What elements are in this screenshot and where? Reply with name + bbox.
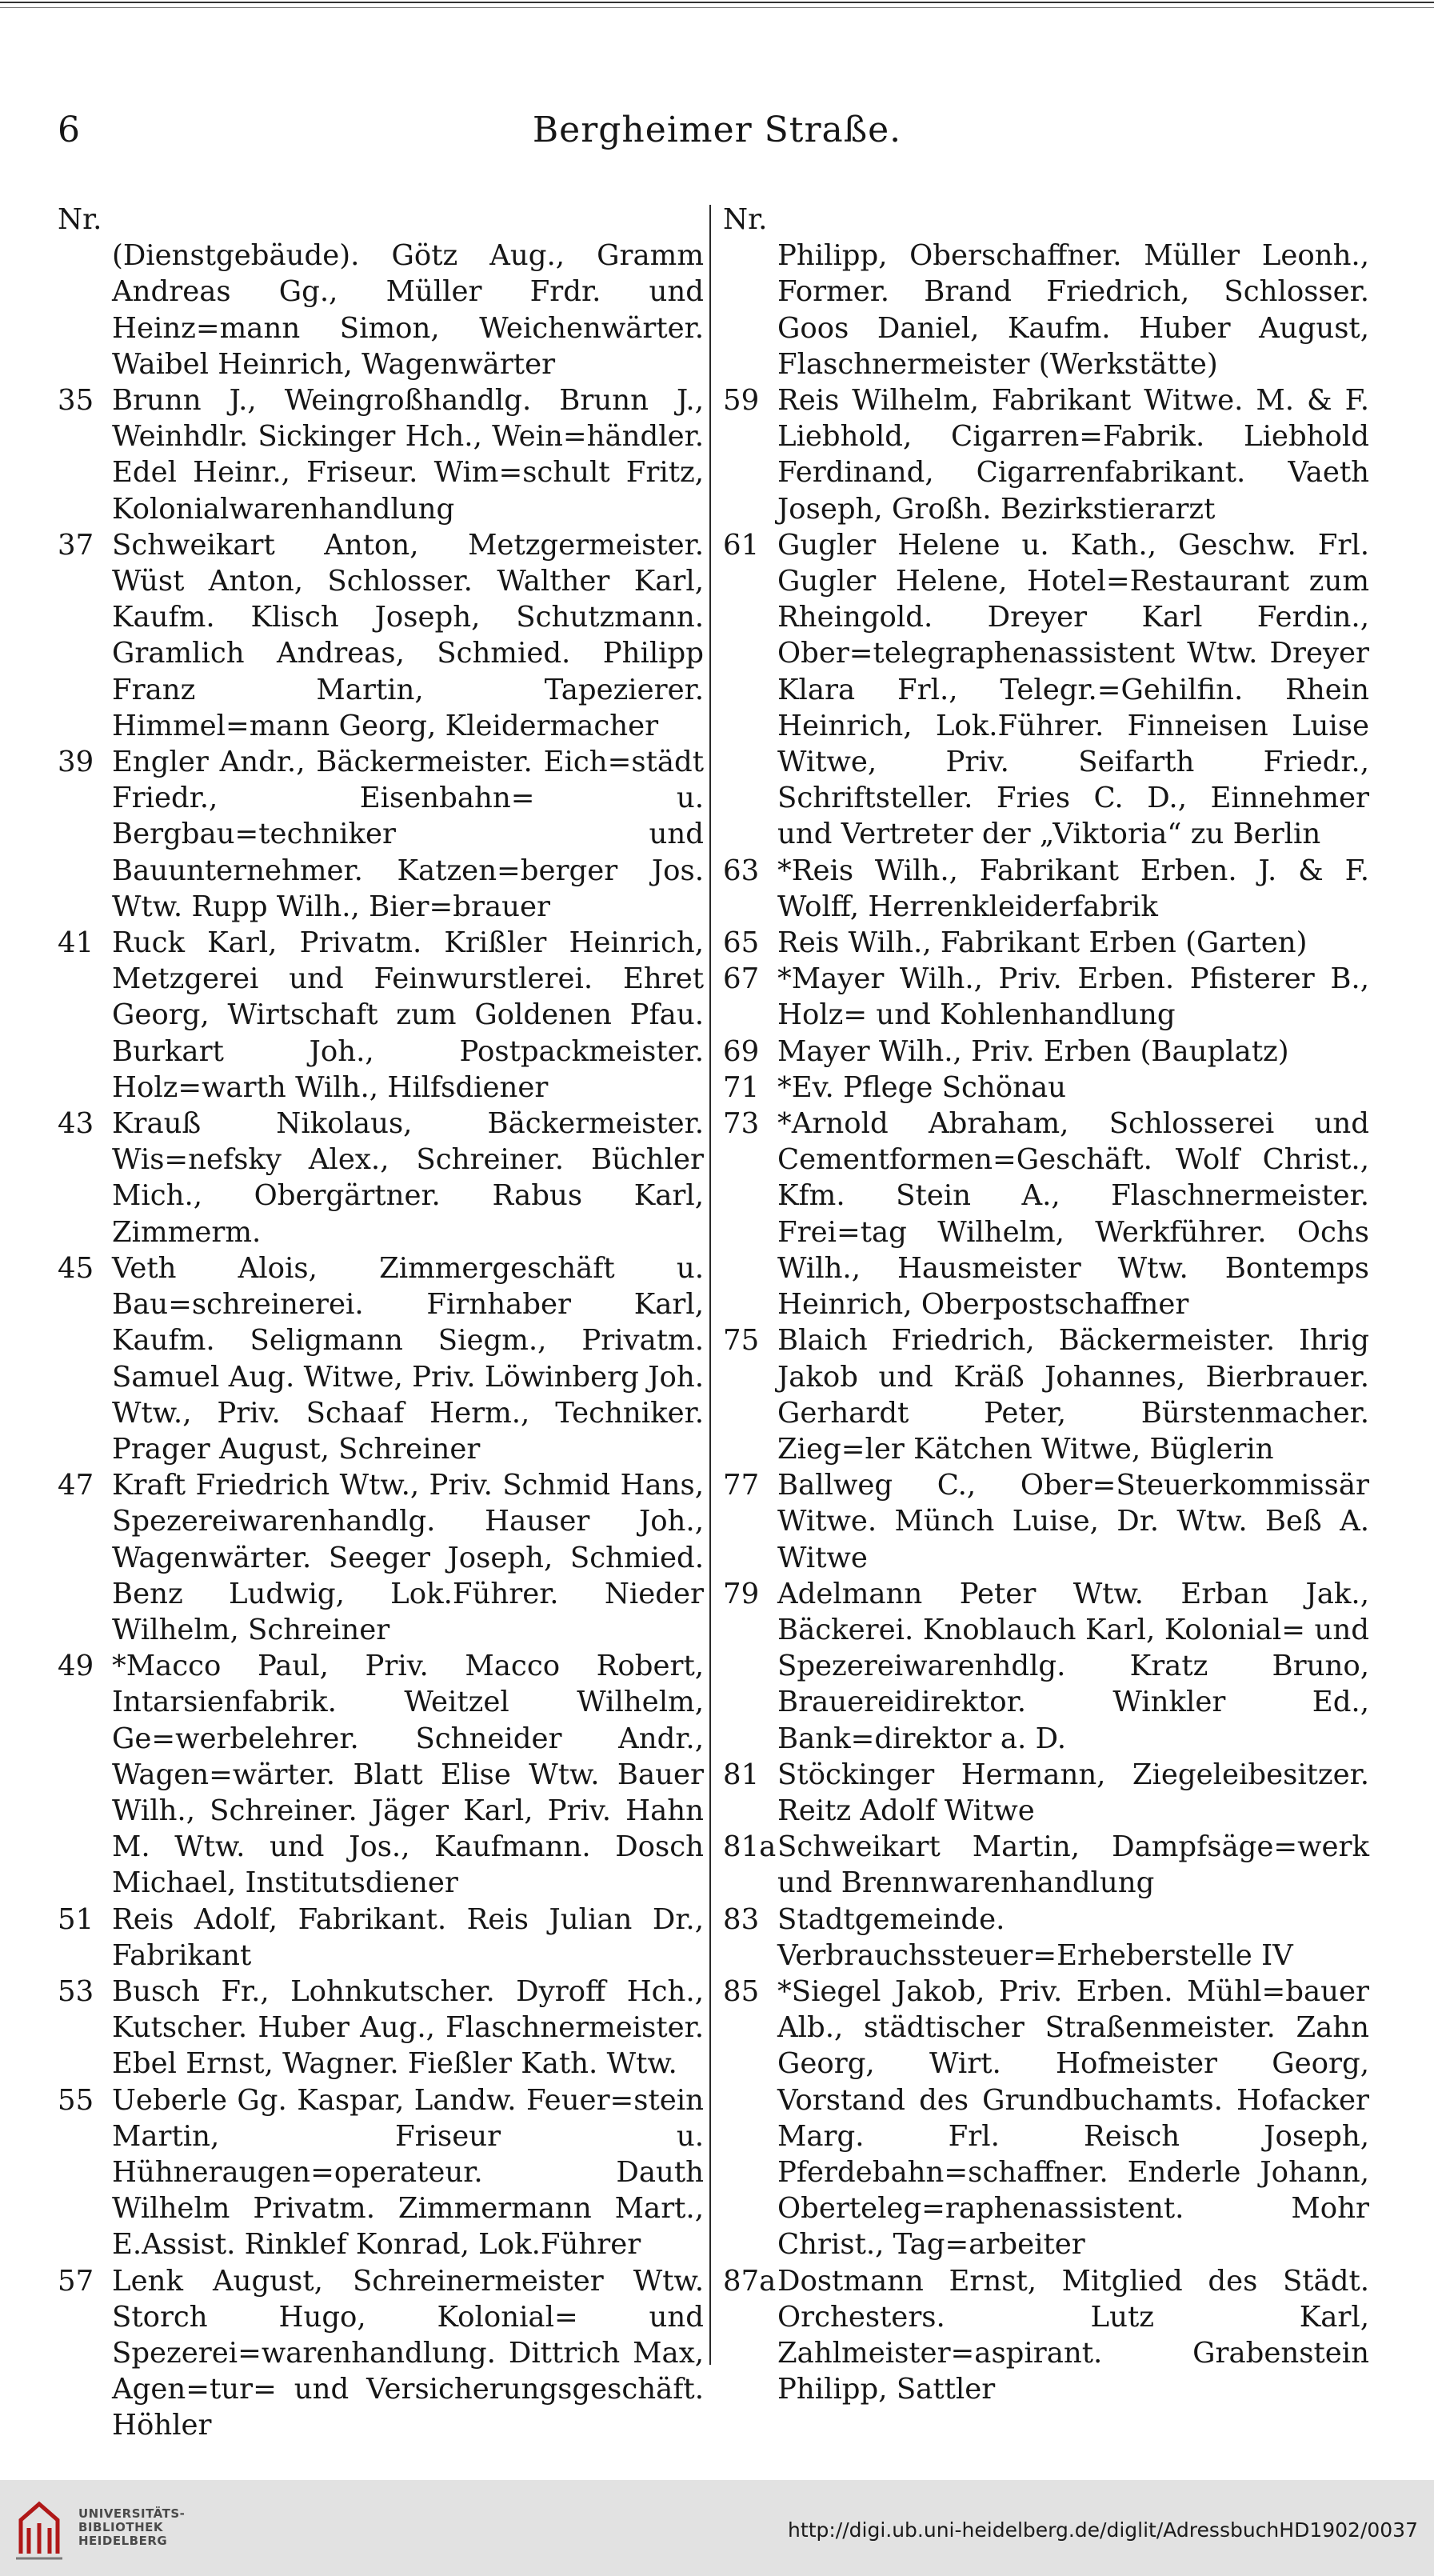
directory-entry: [723, 1467, 1369, 1576]
library-logo-text: [78, 2507, 185, 2548]
entry-text: Reis Wilh., Fabrikant Erben (Garten): [777, 926, 1308, 960]
entry-text: Kraft Friedrich Wtw., Priv. Schmid Hans, Spezereiwarenhandlg. Hauser Joh., Wagenwärter. Seeger Joseph, Schmied. Benz Ludwig, Lok.Führer. Nieder Wilhelm, Schreiner: [112, 1469, 704, 1646]
page-number: 6: [58, 110, 80, 150]
entry-text: Stadtgemeinde. Verbrauchssteuer=Erheberstelle IV: [777, 1902, 1293, 1972]
directory-entry: [58, 1902, 704, 1974]
entry-text: *Siegel Jakob, Priv. Erben. Mühl=bauer Alb., städtischer Straßenmeister. Zahn Georg, Wirt. Hofmeister Georg, Vorstand des Grundbuchamts. Hofacker Marg. Frl. Reisch Joseph, Pferdebahn=schaffner. Enderle Johann, Oberteleg=raphenassistent. Mohr Christ., Tag=arbeiter: [777, 1974, 1369, 2262]
directory-entry: [723, 2263, 1369, 2408]
column-divider: [709, 205, 711, 2365]
entry-text: Reis Wilhelm, Fabrikant Witwe. M. & F. Liebhold, Cigarren=Fabrik. Liebhold Ferdinand, Cigarrenfabrikant. Vaeth Joseph, Großh. Bezirkstierarzt: [777, 384, 1369, 526]
house-number: 81: [723, 1758, 760, 1791]
top-border-rule-thin: [0, 7, 1434, 8]
entry-text: *Ev. Pflege Schönau: [777, 1070, 1066, 1104]
house-number: 39: [58, 746, 94, 779]
directory-entry: [58, 527, 704, 744]
library-logo-icon: [13, 2496, 66, 2562]
house-number: 37: [58, 528, 94, 562]
entry-text: Engler Andr., Bäckermeister. Eich=städt Friedr., Eisenbahn= u. Bergbau=techniker und Bauunternehmer. Katzen=berger Jos. Wtw. Rupp Wilh., Bier=brauer: [112, 746, 704, 923]
column-heading: Nr.: [58, 203, 102, 236]
house-number: 65: [723, 926, 760, 960]
directory-entry: [723, 1757, 1369, 1829]
directory-entry: [723, 382, 1369, 527]
entry-text: Krauß Nikolaus, Bäckermeister. Wis=nefsky Alex., Schreiner. Büchler Mich., Obergärtner. Rabus Karl, Zimmerm.: [112, 1107, 704, 1249]
entry-text: Blaich Friedrich, Bäckermeister. Ihrig Jakob und Kräß Johannes, Bierbrauer. Gerhardt Peter, Bürstenmacher. Zieg=ler Kätchen Witwe, Büglerin: [777, 1324, 1369, 1466]
house-number: 69: [723, 1034, 760, 1068]
directory-entry: [723, 1576, 1369, 1757]
entry-text: *Arnold Abraham, Schlosserei und Cementformen=Geschäft. Wolf Christ., Kfm. Stein A., Flaschnermeister. Frei=tag Wilhelm, Werkführer. Ochs Wilh., Hausmeister Wtw. Bontemps Heinrich, Oberpostschaffner: [777, 1107, 1369, 1322]
house-number: 45: [58, 1251, 94, 1285]
directory-entry: [58, 1250, 704, 1467]
entry-text: Brunn J., Weingroßhandlg. Brunn J., Weinhdlr. Sickinger Hch., Wein=händler. Edel Heinr., Friseur. Wim=schult Fritz, Kolonialwarenhandlung: [112, 384, 704, 526]
entry-text: Schweikart Martin, Dampfsäge=werk und Brennwarenhandlung: [777, 1830, 1369, 1900]
directory-entry: [58, 382, 704, 527]
house-number: 49: [58, 1650, 94, 1683]
top-border-rule: [0, 2, 1434, 3]
entry-list: [58, 238, 704, 2443]
logo-line: BIBLIOTHEK: [78, 2520, 163, 2534]
house-number: 63: [723, 854, 760, 887]
directory-entry: [723, 238, 1369, 382]
directory-entry: [723, 1829, 1369, 1901]
column-heading: Nr.: [723, 203, 768, 236]
right-column: [723, 202, 1369, 2407]
directory-entry: [58, 1648, 704, 1901]
directory-entry: [723, 853, 1369, 925]
entry-text: Lenk August, Schreinermeister Wtw. Storch Hugo, Kolonial= und Spezerei=warenhandlung. Dittrich Max, Agen=tur= und Versicherungsgeschäft. Höhler: [112, 2264, 704, 2442]
directory-entry: [723, 925, 1369, 961]
logo-line: HEIDELBERG: [78, 2534, 168, 2548]
directory-entry: [58, 1106, 704, 1250]
directory-entry: [723, 1902, 1369, 1974]
page-header: [51, 104, 1383, 160]
entry-text: Dostmann Ernst, Mitglied des Städt. Orchesters. Lutz Karl, Zahlmeister=aspirant. Grabenstein Philipp, Sattler: [777, 2264, 1369, 2406]
directory-entry: [723, 1034, 1369, 1070]
house-number: 77: [723, 1469, 760, 1502]
street-title: Bergheimer Straße.: [532, 110, 902, 150]
house-number: 51: [58, 1902, 94, 1936]
entry-text: Busch Fr., Lohnkutscher. Dyroff Hch., Kutscher. Huber Aug., Flaschnermeister. Ebel Ernst, Wagner. Fießler Kath. Wtw.: [112, 1974, 704, 2081]
entry-text: *Mayer Wilh., Priv. Erben. Pfisterer B., Holz= und Kohlenhandlung: [777, 962, 1369, 1032]
directory-entry: [58, 744, 704, 925]
entry-text: *Macco Paul, Priv. Macco Robert, Intarsienfabrik. Weitzel Wilhelm, Ge=werbelehrer. Schneider Andr., Wagen=wärter. Blatt Elise Wtw. Bauer Wilh., Schreiner. Jäger Karl, Priv. Hahn M. Wtw. und Jos., Kaufmann. Dosch Michael, Institutsdiener: [112, 1650, 704, 1900]
entry-text: Veth Alois, Zimmergeschäft u. Bau=schreinerei. Firnhaber Karl, Kaufm. Seligmann Siegm., Privatm. Samuel Aug. Witwe, Priv. Löwinberg Joh. Wtw., Priv. Schaaf Herm., Techniker. Prager August, Schreiner: [112, 1251, 704, 1466]
directory-entry: [723, 961, 1369, 1033]
house-number: 59: [723, 384, 760, 418]
entry-text: Reis Adolf, Fabrikant. Reis Julian Dr., Fabrikant: [112, 1902, 704, 1972]
source-url-link[interactable]: http://digi.ub.uni-heidelberg.de/diglit/AdressbuchHD1902/0037: [788, 2518, 1418, 2542]
house-number: 53: [58, 1974, 94, 2008]
directory-entry: [723, 1974, 1369, 2263]
house-number: 61: [723, 528, 760, 562]
house-number: 87a: [723, 2264, 777, 2298]
entry-text: Gugler Helene u. Kath., Geschw. Frl. Gugler Helene, Hotel=Restaurant zum Rheingold. Dreyer Karl Ferdin., Ober=telegraphenassistent Wtw. Dreyer Klara Frl., Telegr.=Gehilfin. Rhein Heinrich, Lok.Führer. Finneisen Luise Witwe, Priv. Seifarth Friedr., Schriftsteller. Fries C. D., Einnehmer und Vertreter der „Viktoria“ zu Berlin: [777, 528, 1369, 851]
house-number: 85: [723, 1974, 760, 2008]
house-number: 55: [58, 2083, 94, 2117]
directory-entry: [723, 1070, 1369, 1106]
house-number: 79: [723, 1577, 760, 1610]
entry-text: Ballweg C., Ober=Steuerkommissär Witwe. Münch Luise, Dr. Wtw. Beß A. Witwe: [777, 1469, 1369, 1574]
house-number: 83: [723, 1902, 760, 1936]
entry-text: Schweikart Anton, Metzgermeister. Wüst Anton, Schlosser. Walther Karl, Kaufm. Klisch Joseph, Schutzmann. Gramlich Andreas, Schmied. Philipp Franz Martin, Tapezierer. Himmel=mann Georg, Kleidermacher: [112, 528, 704, 742]
entry-text: Ueberle Gg. Kaspar, Landw. Feuer=stein Martin, Friseur u. Hühneraugen=operateur. Dauth Wilhelm Privatm. Zimmermann Mart., E.Assist. Rinklef Konrad, Lok.Führer: [112, 2083, 704, 2262]
house-number: 47: [58, 1469, 94, 1502]
viewer-footer: [0, 2480, 1434, 2576]
house-number: 43: [58, 1107, 94, 1141]
directory-entry: [723, 1322, 1369, 1467]
directory-entry: [723, 1106, 1369, 1322]
house-number: 73: [723, 1107, 760, 1141]
entry-text: Ruck Karl, Privatm. Krißler Heinrich, Metzgerei und Feinwurstlerei. Ehret Georg, Wirtschaft zum Goldenen Pfau. Burkart Joh., Postpackmeister. Holz=warth Wilh., Hilfsdiener: [112, 926, 704, 1104]
entry-list: [723, 238, 1369, 2407]
directory-entry: [58, 1974, 704, 2082]
directory-entry: [58, 238, 704, 382]
entry-text: Stöckinger Hermann, Ziegeleibesitzer. Reitz Adolf Witwe: [777, 1758, 1369, 1827]
house-number: 67: [723, 962, 760, 996]
entry-text: Adelmann Peter Wtw. Erban Jak., Bäckerei. Knoblauch Karl, Kolonial= und Spezereiwarenhdlg. Kratz Bruno, Brauereidirektor. Winkler Ed., Bank=direktor a. D.: [777, 1577, 1369, 1755]
house-number: 81a: [723, 1830, 777, 1864]
entry-text: (Dienstgebäude). Götz Aug., Gramm Andreas Gg., Müller Frdr. und Heinz=mann Simon, Weichenwärter. Waibel Heinrich, Wagenwärter: [112, 239, 704, 381]
house-number: 35: [58, 384, 94, 418]
entry-text: Philipp, Oberschaffner. Müller Leonh., Former. Brand Friedrich, Schlosser. Goos Daniel, Kaufm. Huber August, Flaschnermeister (Werkstätte): [777, 239, 1369, 381]
directory-entry: [58, 2263, 704, 2444]
logo-line: UNIVERSITÄTS-: [78, 2506, 186, 2521]
directory-entry: [723, 527, 1369, 853]
directory-entry: [58, 925, 704, 1106]
house-number: 75: [723, 1324, 760, 1358]
directory-entry: [58, 1467, 704, 1648]
left-column: [58, 202, 704, 2444]
entry-text: *Reis Wilh., Fabrikant Erben. J. & F. Wolff, Herrenkleiderfabrik: [777, 854, 1369, 923]
directory-entry: [58, 2082, 704, 2263]
house-number: 71: [723, 1070, 760, 1104]
house-number: 41: [58, 926, 94, 960]
house-number: 57: [58, 2264, 94, 2298]
entry-text: Mayer Wilh., Priv. Erben (Bauplatz): [777, 1034, 1289, 1068]
